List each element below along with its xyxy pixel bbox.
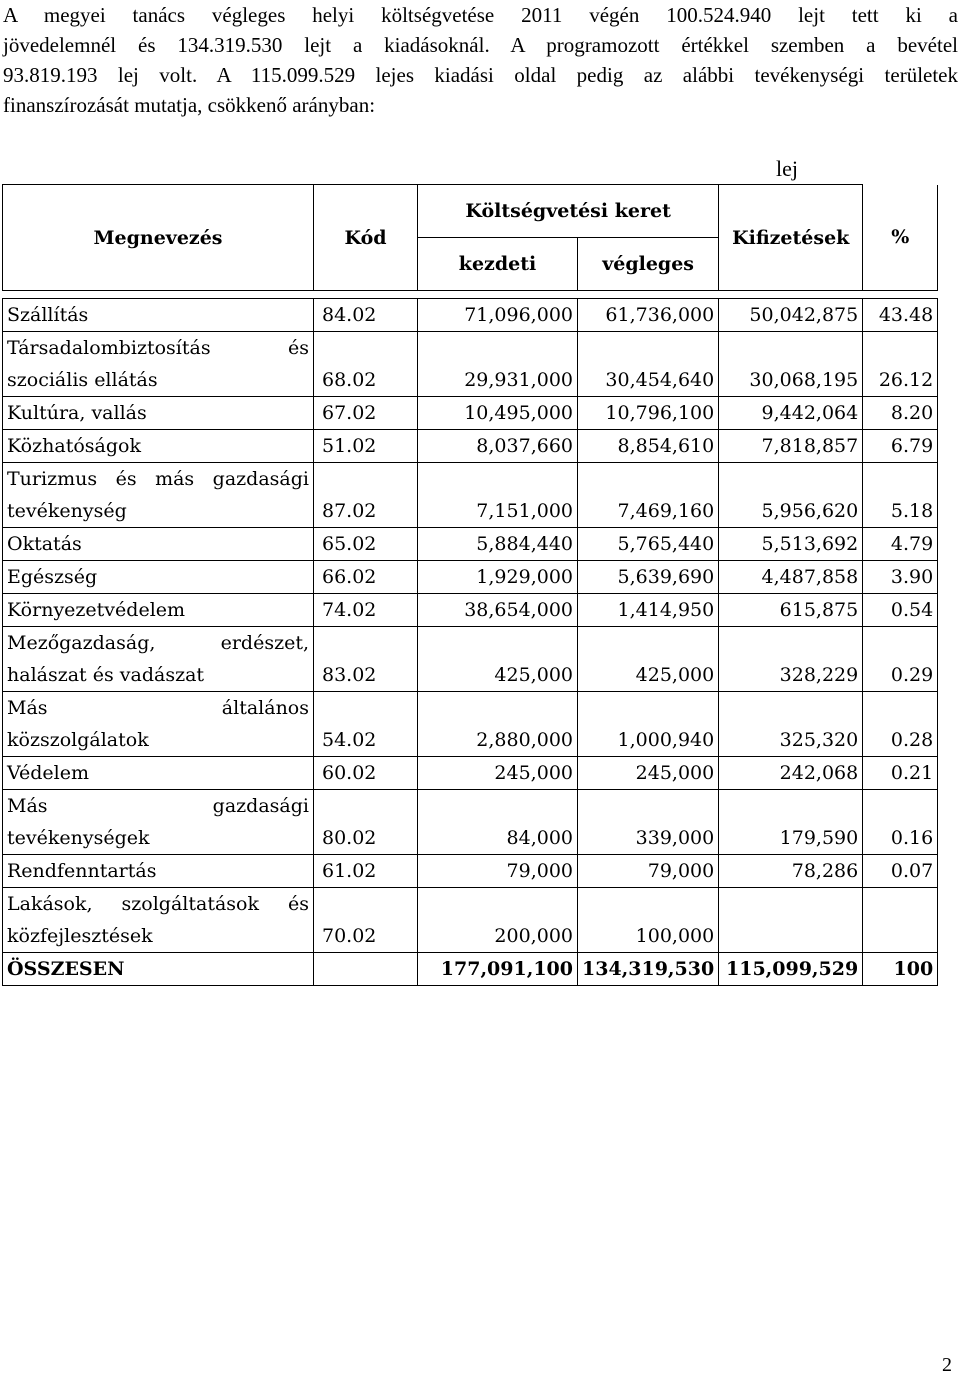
row-payments: 179,590 [719,790,863,855]
row-name-line: Oktatás [7,533,82,555]
row-initial: 7,151,000 [418,463,578,528]
row-code: 70.02 [314,888,418,953]
header-budget-group: Költségvetési keret [418,185,719,238]
row-payments: 5,513,692 [719,528,863,561]
row-initial: 200,000 [418,888,578,953]
currency-unit: lej [776,156,798,181]
row-final: 425,000 [578,627,719,692]
row-percent: 3.90 [863,561,938,594]
row-percent: 0.07 [863,855,938,888]
table-row [3,627,938,692]
row-percent: 0.29 [863,627,938,692]
row-name [3,888,314,953]
row-final: 1,414,950 [578,594,719,627]
page-number: 2 [942,1354,952,1376]
budget-table [2,184,938,986]
row-initial: 245,000 [418,757,578,790]
row-name-line: Szállítás [7,304,89,326]
row-initial: 2,880,000 [418,692,578,757]
intro-line: finanszírozását mutatja, csökkenő arányban: [3,93,376,117]
total-code [314,953,418,986]
row-percent: 8.20 [863,397,938,430]
row-name [3,332,314,397]
row-initial: 29,931,000 [418,332,578,397]
table-row [3,594,938,627]
row-code: 80.02 [314,790,418,855]
intro-line: A megyei tanács végleges helyi költségvetése 2011 végén 100.524.940 lejt tett ki a [3,3,958,27]
header-percent: % [863,185,938,291]
row-name-line: Egészség [7,566,98,588]
row-name [3,397,314,430]
row-name-line: halászat és vadászat [7,664,205,686]
header-code: Kód [314,185,418,291]
row-code: 83.02 [314,627,418,692]
row-initial: 8,037,660 [418,430,578,463]
row-code: 51.02 [314,430,418,463]
row-name [3,594,314,627]
row-name [3,692,314,757]
table-row [3,855,938,888]
table-row [3,397,938,430]
row-code: 67.02 [314,397,418,430]
row-payments: 325,320 [719,692,863,757]
row-final: 79,000 [578,855,719,888]
row-payments: 30,068,195 [719,332,863,397]
row-code: 65.02 [314,528,418,561]
row-name-line: Közhatóságok [7,435,141,457]
row-name-line: Mezőgazdaság, erdészet, [7,632,309,654]
row-name-line: közszolgálatok [7,729,149,751]
total-label: ÖSSZESEN [3,953,314,986]
row-payments: 4,487,858 [719,561,863,594]
row-name [3,299,314,332]
row-final: 245,000 [578,757,719,790]
table-row [3,430,938,463]
row-final: 30,454,640 [578,332,719,397]
row-code: 60.02 [314,757,418,790]
row-name-line: Más általános [7,697,309,719]
row-initial: 79,000 [418,855,578,888]
row-name-line: szociális ellátás [7,369,158,391]
header-name: Megnevezés [3,185,314,291]
row-name [3,430,314,463]
intro-line: jövedelemnél és 134.319.530 lejt a kiadásoknál. A programozott értékkel szemben a bevétel [3,33,958,57]
row-percent: 0.16 [863,790,938,855]
row-name-line: Kultúra, vallás [7,402,147,424]
row-code: 74.02 [314,594,418,627]
row-payments: 9,442,064 [719,397,863,430]
table-row [3,299,938,332]
row-name [3,561,314,594]
row-percent: 4.79 [863,528,938,561]
table-row [3,528,938,561]
row-name-line: Védelem [7,762,89,784]
table-row [3,561,938,594]
intro-line: 93.819.193 lej volt. A 115.099.529 lejes kiadási oldal pedig az alábbi tevékenységi területek [3,63,958,87]
row-name [3,627,314,692]
table-row [3,790,938,855]
row-final: 8,854,610 [578,430,719,463]
header-initial: kezdeti [418,238,578,291]
row-payments: 5,956,620 [719,463,863,528]
row-final: 5,639,690 [578,561,719,594]
row-percent [863,888,938,953]
row-name [3,790,314,855]
total-percent: 100 [863,953,938,986]
row-code: 54.02 [314,692,418,757]
table-row [3,463,938,528]
row-percent: 0.21 [863,757,938,790]
row-final: 7,469,160 [578,463,719,528]
row-payments: 7,818,857 [719,430,863,463]
row-code: 87.02 [314,463,418,528]
row-name-line: Más gazdasági [7,795,309,817]
row-name-line: Turizmus és más gazdasági [7,468,309,490]
row-code: 66.02 [314,561,418,594]
row-final: 100,000 [578,888,719,953]
total-final: 134,319,530 [578,953,719,986]
row-final: 5,765,440 [578,528,719,561]
row-payments: 50,042,875 [719,299,863,332]
row-code: 61.02 [314,855,418,888]
row-initial: 84,000 [418,790,578,855]
row-percent: 0.54 [863,594,938,627]
row-payments: 328,229 [719,627,863,692]
row-percent: 26.12 [863,332,938,397]
row-final: 339,000 [578,790,719,855]
row-name [3,528,314,561]
row-payments: 242,068 [719,757,863,790]
row-name-line: Lakások, szolgáltatások és [7,893,309,915]
table-row [3,757,938,790]
row-name [3,463,314,528]
row-code: 84.02 [314,299,418,332]
row-name-line: Rendfenntartás [7,860,157,882]
table-row [3,692,938,757]
row-initial: 38,654,000 [418,594,578,627]
row-percent: 0.28 [863,692,938,757]
row-payments: 78,286 [719,855,863,888]
row-name-line: közfejlesztések [7,925,153,947]
row-name-line: tevékenység [7,500,127,522]
row-initial: 425,000 [418,627,578,692]
row-final: 61,736,000 [578,299,719,332]
row-percent: 5.18 [863,463,938,528]
row-payments: 615,875 [719,594,863,627]
row-payments [719,888,863,953]
total-payments: 115,099,529 [719,953,863,986]
intro-paragraph [3,0,958,120]
table-row [3,888,938,953]
row-percent: 6.79 [863,430,938,463]
header-payments: Kifizetések [719,185,863,291]
row-name-line: Környezetvédelem [7,599,186,621]
header-final: végleges [578,238,719,291]
row-name-line: tevékenységek [7,827,150,849]
table-total-row [3,953,938,986]
row-initial: 10,495,000 [418,397,578,430]
row-final: 10,796,100 [578,397,719,430]
row-code: 68.02 [314,332,418,397]
row-final: 1,000,940 [578,692,719,757]
row-initial: 1,929,000 [418,561,578,594]
row-name-line: Társadalombiztosítás és [7,337,309,359]
row-name [3,757,314,790]
row-percent: 43.48 [863,299,938,332]
table-row [3,332,938,397]
row-initial: 5,884,440 [418,528,578,561]
row-initial: 71,096,000 [418,299,578,332]
total-initial: 177,091,100 [418,953,578,986]
row-name [3,855,314,888]
